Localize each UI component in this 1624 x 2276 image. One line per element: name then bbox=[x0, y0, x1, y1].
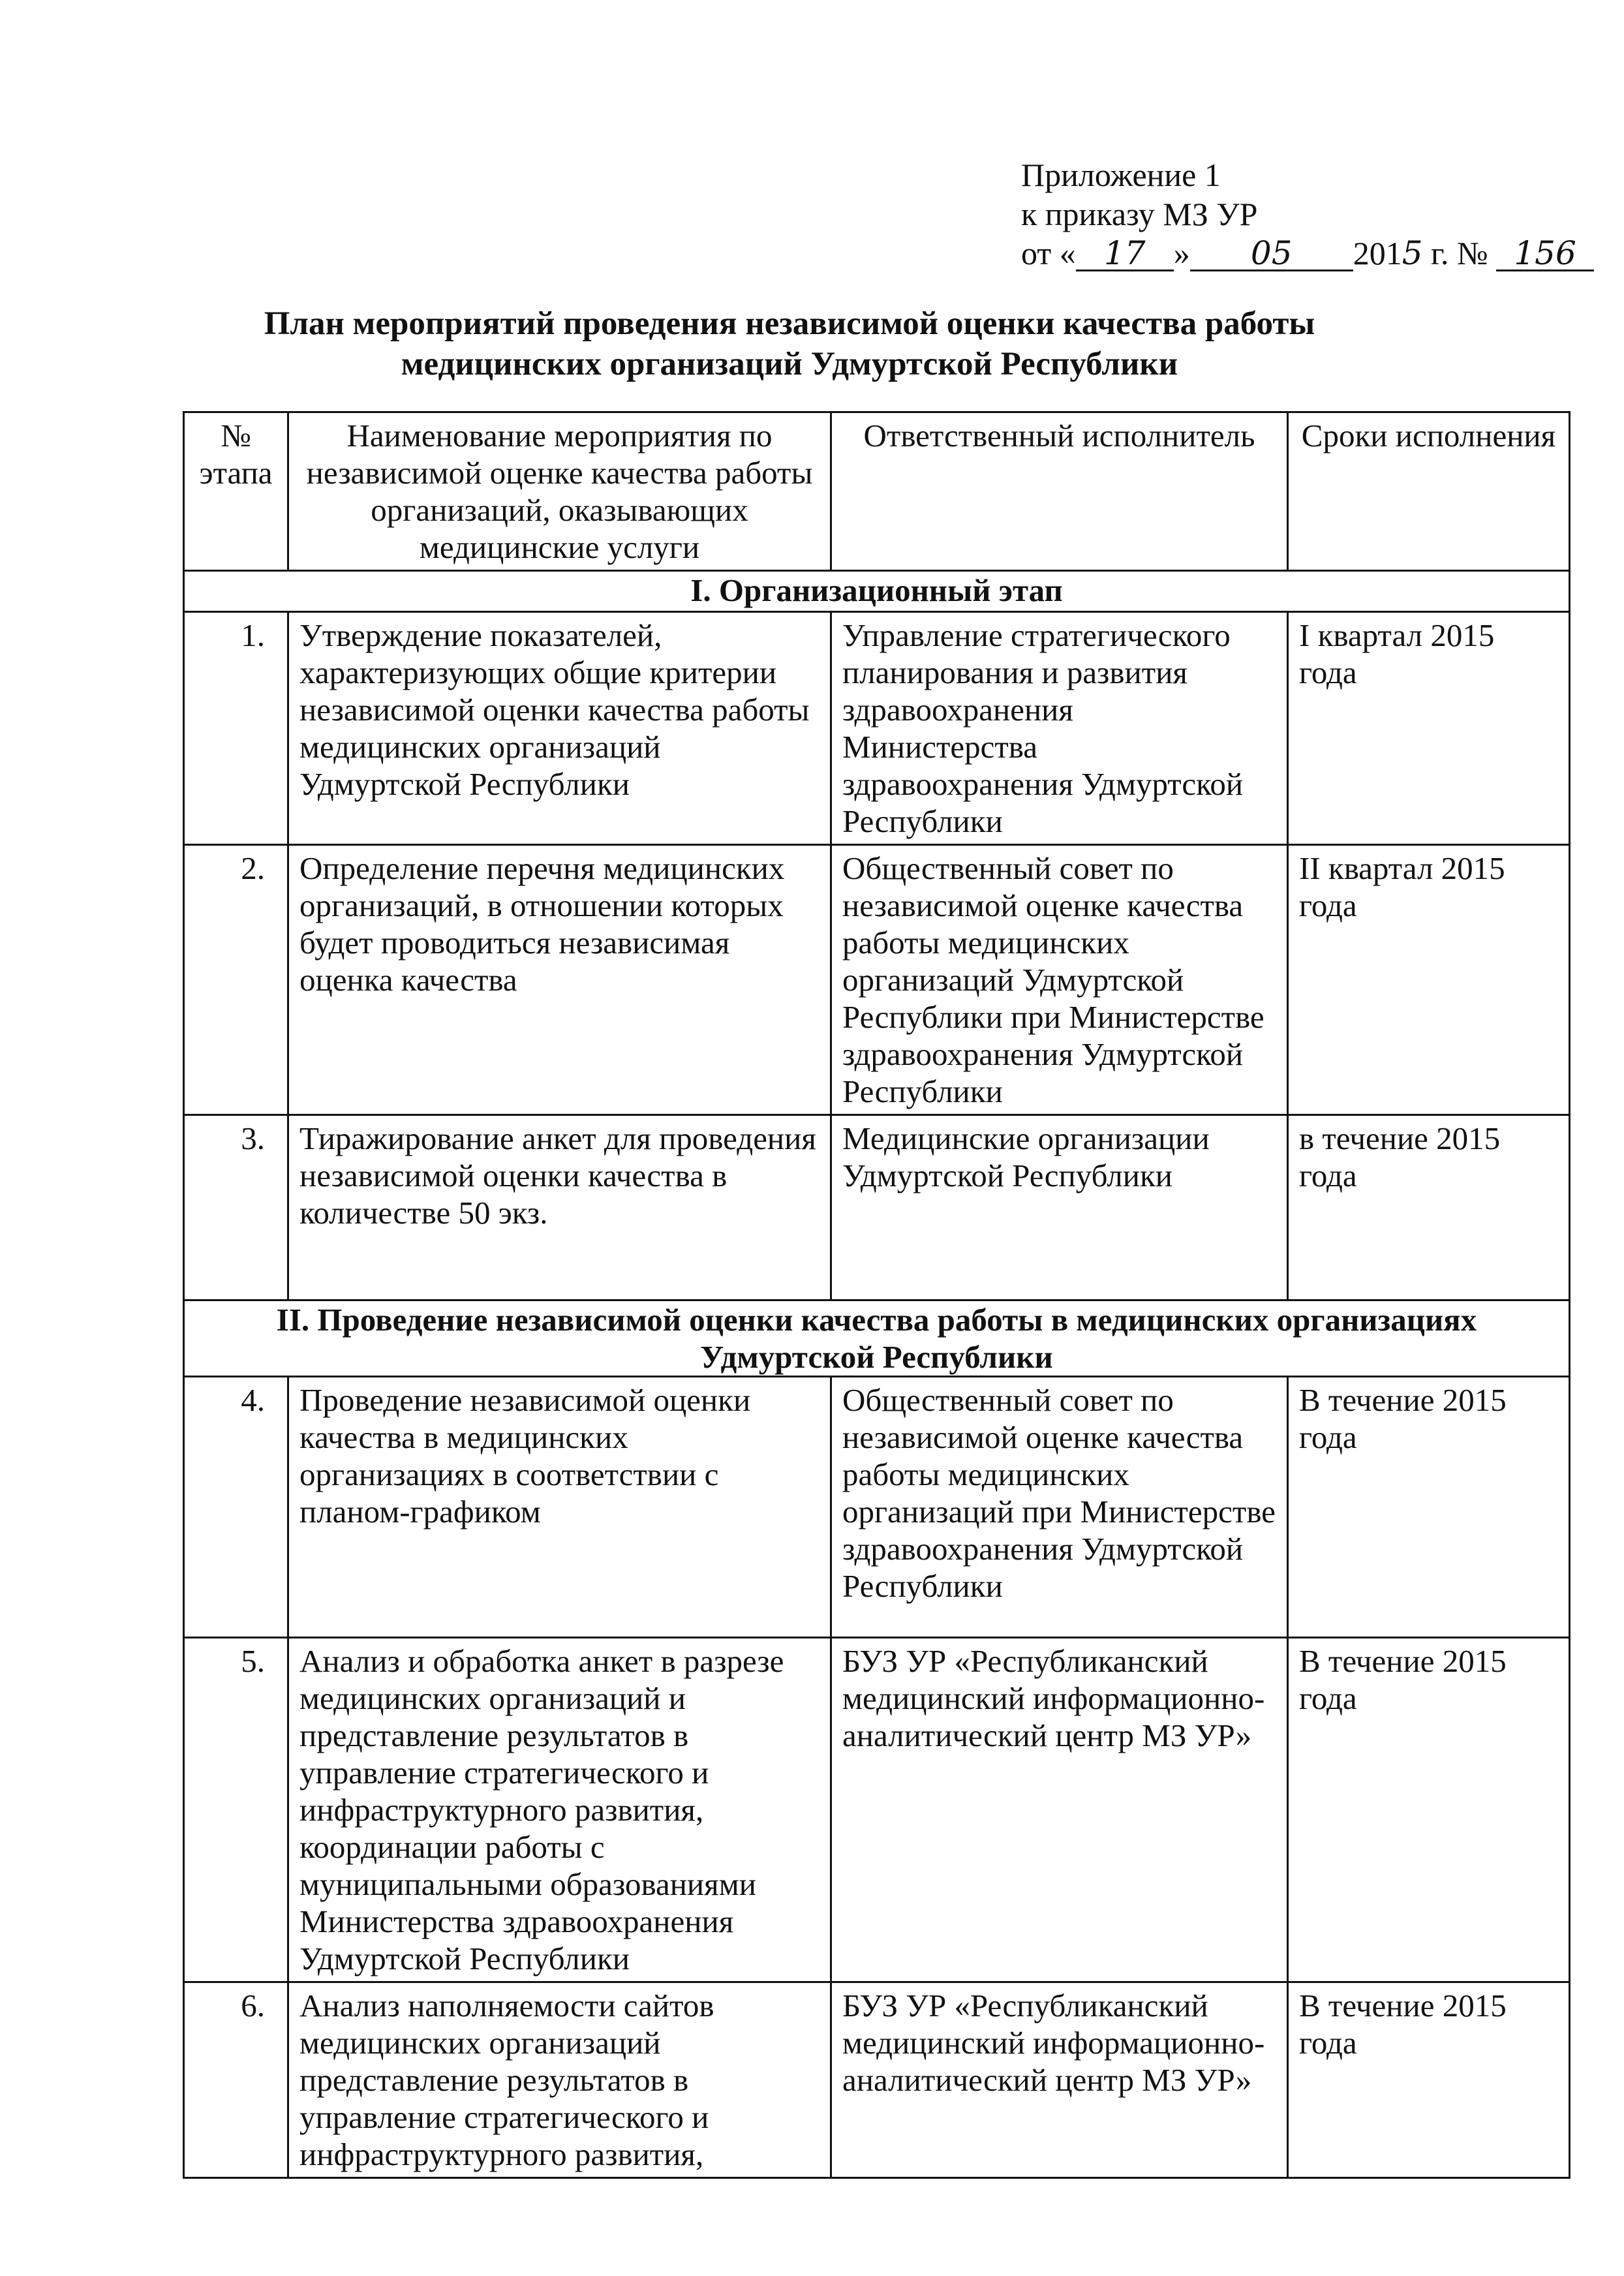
table-row bbox=[184, 1115, 1570, 1300]
header-stage: № этапа bbox=[184, 412, 288, 571]
row-activity: Анализ наполняемости сайтов медицинских организаций представление результатов в управление стратегического и инфраструктурного развития, bbox=[288, 1982, 831, 2178]
document-title bbox=[117, 303, 1462, 384]
row-responsible: Общественный совет по независимой оценке качества работы медицинских организаций при Министерстве здравоохранения Удмуртской Республики bbox=[831, 1377, 1288, 1638]
row-responsible: БУЗ УР «Республиканский медицинский информационно-аналитический центр МЗ УР» bbox=[831, 1638, 1288, 1982]
row-activity: Анализ и обработка анкет в разрезе медицинских организаций и представление результатов в управление стратегического и инфраструктурного развития, координации работы с муниципальными образованиями Министерства здравоохранения Удмуртской Республики bbox=[288, 1638, 831, 1982]
appendix-order-ref: к приказу МЗ УР bbox=[1021, 196, 1258, 232]
section-row-1 bbox=[184, 571, 1570, 612]
year-handwritten-digit: 5 bbox=[1402, 234, 1423, 272]
row-responsible: Управление стратегического планирования и развития здравоохранения Министерства здравоохранения Удмуртской Республики bbox=[831, 612, 1288, 845]
date-day-handwritten: 17 bbox=[1076, 237, 1174, 271]
order-number-handwritten: 156 bbox=[1496, 237, 1594, 271]
row-number: 1. bbox=[184, 612, 288, 845]
appendix-label: Приложение 1 bbox=[1021, 157, 1221, 193]
header-name: Наименование мероприятия по независимой оценке качества работы организаций, оказывающих медицинские услуги bbox=[288, 412, 831, 571]
title-line-2: медицинских организаций Удмуртской Республики bbox=[401, 346, 1178, 382]
date-mid: » bbox=[1173, 235, 1190, 271]
table-row bbox=[184, 845, 1570, 1115]
row-activity: Тиражирование анкет для проведения независимой оценки качества в количестве 50 экз. bbox=[288, 1115, 831, 1300]
row-activity: Определение перечня медицинских организаций, в отношении которых будет проводиться независимая оценка качества bbox=[288, 845, 831, 1115]
row-number: 6. bbox=[184, 1982, 288, 2178]
date-prefix: от « bbox=[1021, 235, 1076, 271]
row-number: 5. bbox=[184, 1638, 288, 1982]
section-title-2: II. Проведение независимой оценки качества работы в медицинских организациях Удмуртской Республики bbox=[184, 1300, 1570, 1377]
appendix-date-line bbox=[1021, 234, 1594, 273]
section-row-2 bbox=[184, 1300, 1570, 1377]
row-deadline: в течение 2015 года bbox=[1288, 1115, 1570, 1300]
row-number: 2. bbox=[184, 845, 288, 1115]
year-prefix: 201 bbox=[1353, 235, 1402, 271]
table-row bbox=[184, 1377, 1570, 1638]
row-responsible: БУЗ УР «Республиканский медицинский информационно-аналитический центр МЗ УР» bbox=[831, 1982, 1288, 2178]
table-row bbox=[184, 612, 1570, 845]
row-deadline: В течение 2015 года bbox=[1288, 1377, 1570, 1638]
row-activity: Утверждение показателей, характеризующих общие критерии независимой оценки качества работы медицинских организаций Удмуртской Республики bbox=[288, 612, 831, 845]
plan-table bbox=[183, 411, 1570, 2179]
year-suffix: г. № bbox=[1422, 235, 1488, 271]
appendix-block bbox=[1021, 155, 1594, 273]
date-month-handwritten: 05 bbox=[1190, 237, 1353, 271]
row-activity: Проведение независимой оценки качества в медицинских организациях в соответствии с планом-графиком bbox=[288, 1377, 831, 1638]
section-title-1: I. Организационный этап bbox=[184, 571, 1570, 612]
row-deadline: II квартал 2015 года bbox=[1288, 845, 1570, 1115]
table-row bbox=[184, 1982, 1570, 2178]
title-line-1: План мероприятий проведения независимой оценки качества работы bbox=[264, 305, 1315, 342]
row-deadline: I квартал 2015 года bbox=[1288, 612, 1570, 845]
row-number: 4. bbox=[184, 1377, 288, 1638]
header-responsible: Ответственный исполнитель bbox=[831, 412, 1288, 571]
row-responsible: Общественный совет по независимой оценке качества работы медицинских организаций Удмуртской Республики при Министерстве здравоохранения Удмуртской Республики bbox=[831, 845, 1288, 1115]
header-deadline: Сроки исполнения bbox=[1288, 412, 1570, 571]
row-responsible: Медицинские организации Удмуртской Республики bbox=[831, 1115, 1288, 1300]
table-row bbox=[184, 1638, 1570, 1982]
table-header-row bbox=[184, 412, 1570, 571]
row-number: 3. bbox=[184, 1115, 288, 1300]
row-deadline: В течение 2015 года bbox=[1288, 1982, 1570, 2178]
row-deadline: В течение 2015 года bbox=[1288, 1638, 1570, 1982]
